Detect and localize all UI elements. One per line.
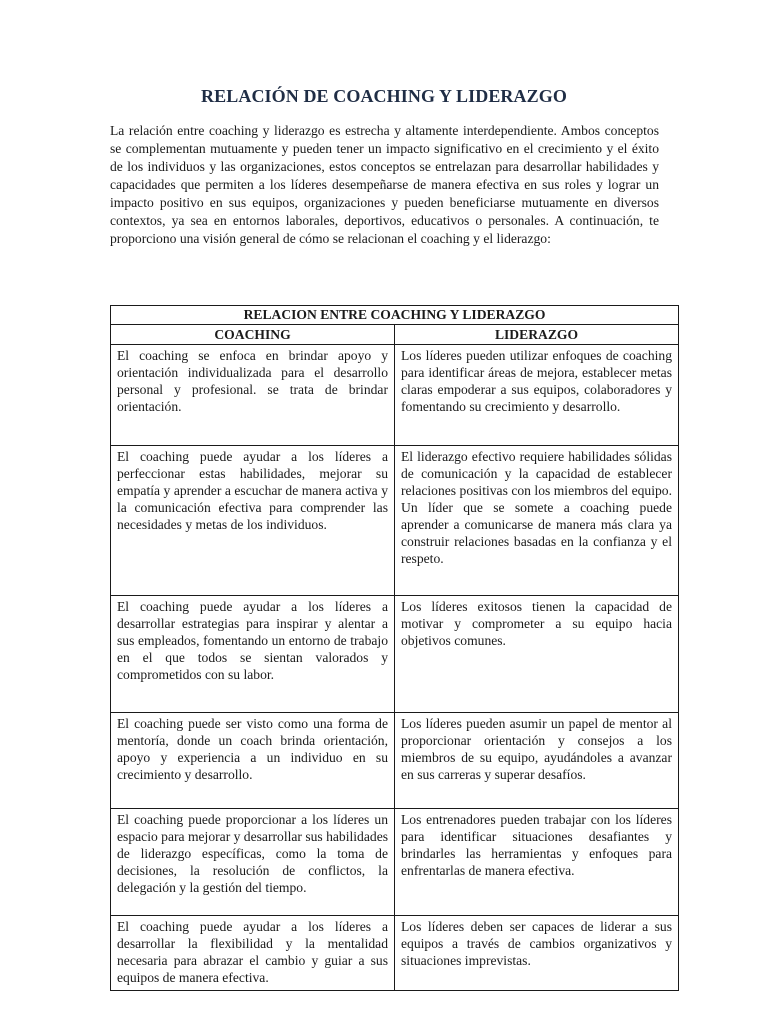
table-row: [111, 809, 679, 916]
table-title-row: [111, 306, 679, 325]
cell-liderazgo: Los líderes exitosos tienen la capacidad de motivar y comprometer a su equipo hacia objetivos comunes.: [395, 596, 679, 713]
cell-coaching: El coaching puede ayudar a los líderes a desarrollar la flexibilidad y la mentalidad necesaria para abrazar el cambio y guiar a sus equipos de manera efectiva.: [111, 916, 395, 991]
cell-liderazgo: Los líderes pueden utilizar enfoques de coaching para identificar áreas de mejora, establecer metas claras empoderar a sus equipos, colaboradores y fomentando su crecimiento y desarrollo.: [395, 345, 679, 446]
cell-liderazgo: Los líderes deben ser capaces de liderar a sus equipos a través de cambios organizativos y situaciones imprevistas.: [395, 916, 679, 991]
cell-coaching: El coaching puede ayudar a los líderes a desarrollar estrategias para inspirar y alentar a sus empleados, fomentando un entorno de trabajo en el que todos se sientan valorados y comprometidos con su labor.: [111, 596, 395, 713]
cell-liderazgo: El liderazgo efectivo requiere habilidades sólidas de comunicación y la capacidad de establecer relaciones positivas con los miembros del equipo. Un líder que se somete a coaching puede aprender a comunicarse de manera más clara ya construir relaciones basadas en la confianza y el respeto.: [395, 446, 679, 596]
cell-coaching: El coaching puede ayudar a los líderes a perfeccionar estas habilidades, mejorar su empatía y aprender a escuchar de manera activa y la comunicación efectiva para comprender las necesidades y metas de los individuos.: [111, 446, 395, 596]
comparison-table: [110, 305, 679, 991]
cell-liderazgo: Los entrenadores pueden trabajar con los líderes para identificar situaciones desafiantes y brindarles las herramientas y enfoques para enfrentarlas de manera efectiva.: [395, 809, 679, 916]
cell-coaching: El coaching se enfoca en brindar apoyo y orientación individualizada para el desarrollo personal y profesional. se trata de brindar orientación.: [111, 345, 395, 446]
comparison-table-wrapper: [110, 305, 678, 991]
table-row: [111, 713, 679, 809]
intro-paragraph: La relación entre coaching y liderazgo es estrecha y altamente interdependiente. Ambos conceptos se complementan mutuamente y pueden tener un impacto significativo en el crecimiento y el éxito de los individuos y las organizaciones, estos conceptos se entrelazan para desarrollar habilidades y capacidades que permiten a los líderes desempeñarse de manera efectiva en sus roles y lograr un impacto positivo en sus equipos, organizaciones y pueden beneficiarse mutuamente en diversos contextos, ya sea en entornos laborales, deportivos, educativos o personales. A continuación, te proporciono una visión general de cómo se relacionan el coaching y el liderazgo:: [110, 123, 659, 246]
table-row: [111, 446, 679, 596]
column-header-liderazgo: LIDERAZGO: [395, 325, 679, 345]
table-row: [111, 916, 679, 991]
cell-coaching: El coaching puede ser visto como una forma de mentoría, donde un coach brinda orientación, apoyo y experiencia a un individuo en su crecimiento y desarrollo.: [111, 713, 395, 809]
table-row: [111, 596, 679, 713]
table-column-header-row: [111, 325, 679, 345]
table-row: [111, 345, 679, 446]
column-header-coaching: COACHING: [111, 325, 395, 345]
cell-liderazgo: Los líderes pueden asumir un papel de mentor al proporcionar orientación y consejos a los miembros de su equipo, ayudándoles a avanzar en sus carreras y superar desafíos.: [395, 713, 679, 809]
page-title: RELACIÓN DE COACHING Y LIDERAZGO: [201, 86, 567, 106]
table-title: RELACION ENTRE COACHING Y LIDERAZGO: [111, 306, 679, 325]
cell-coaching: El coaching puede proporcionar a los líderes un espacio para mejorar y desarrollar sus habilidades de liderazgo específicas, como la toma de decisiones, la resolución de conflictos, la delegación y la gestión del tiempo.: [111, 809, 395, 916]
